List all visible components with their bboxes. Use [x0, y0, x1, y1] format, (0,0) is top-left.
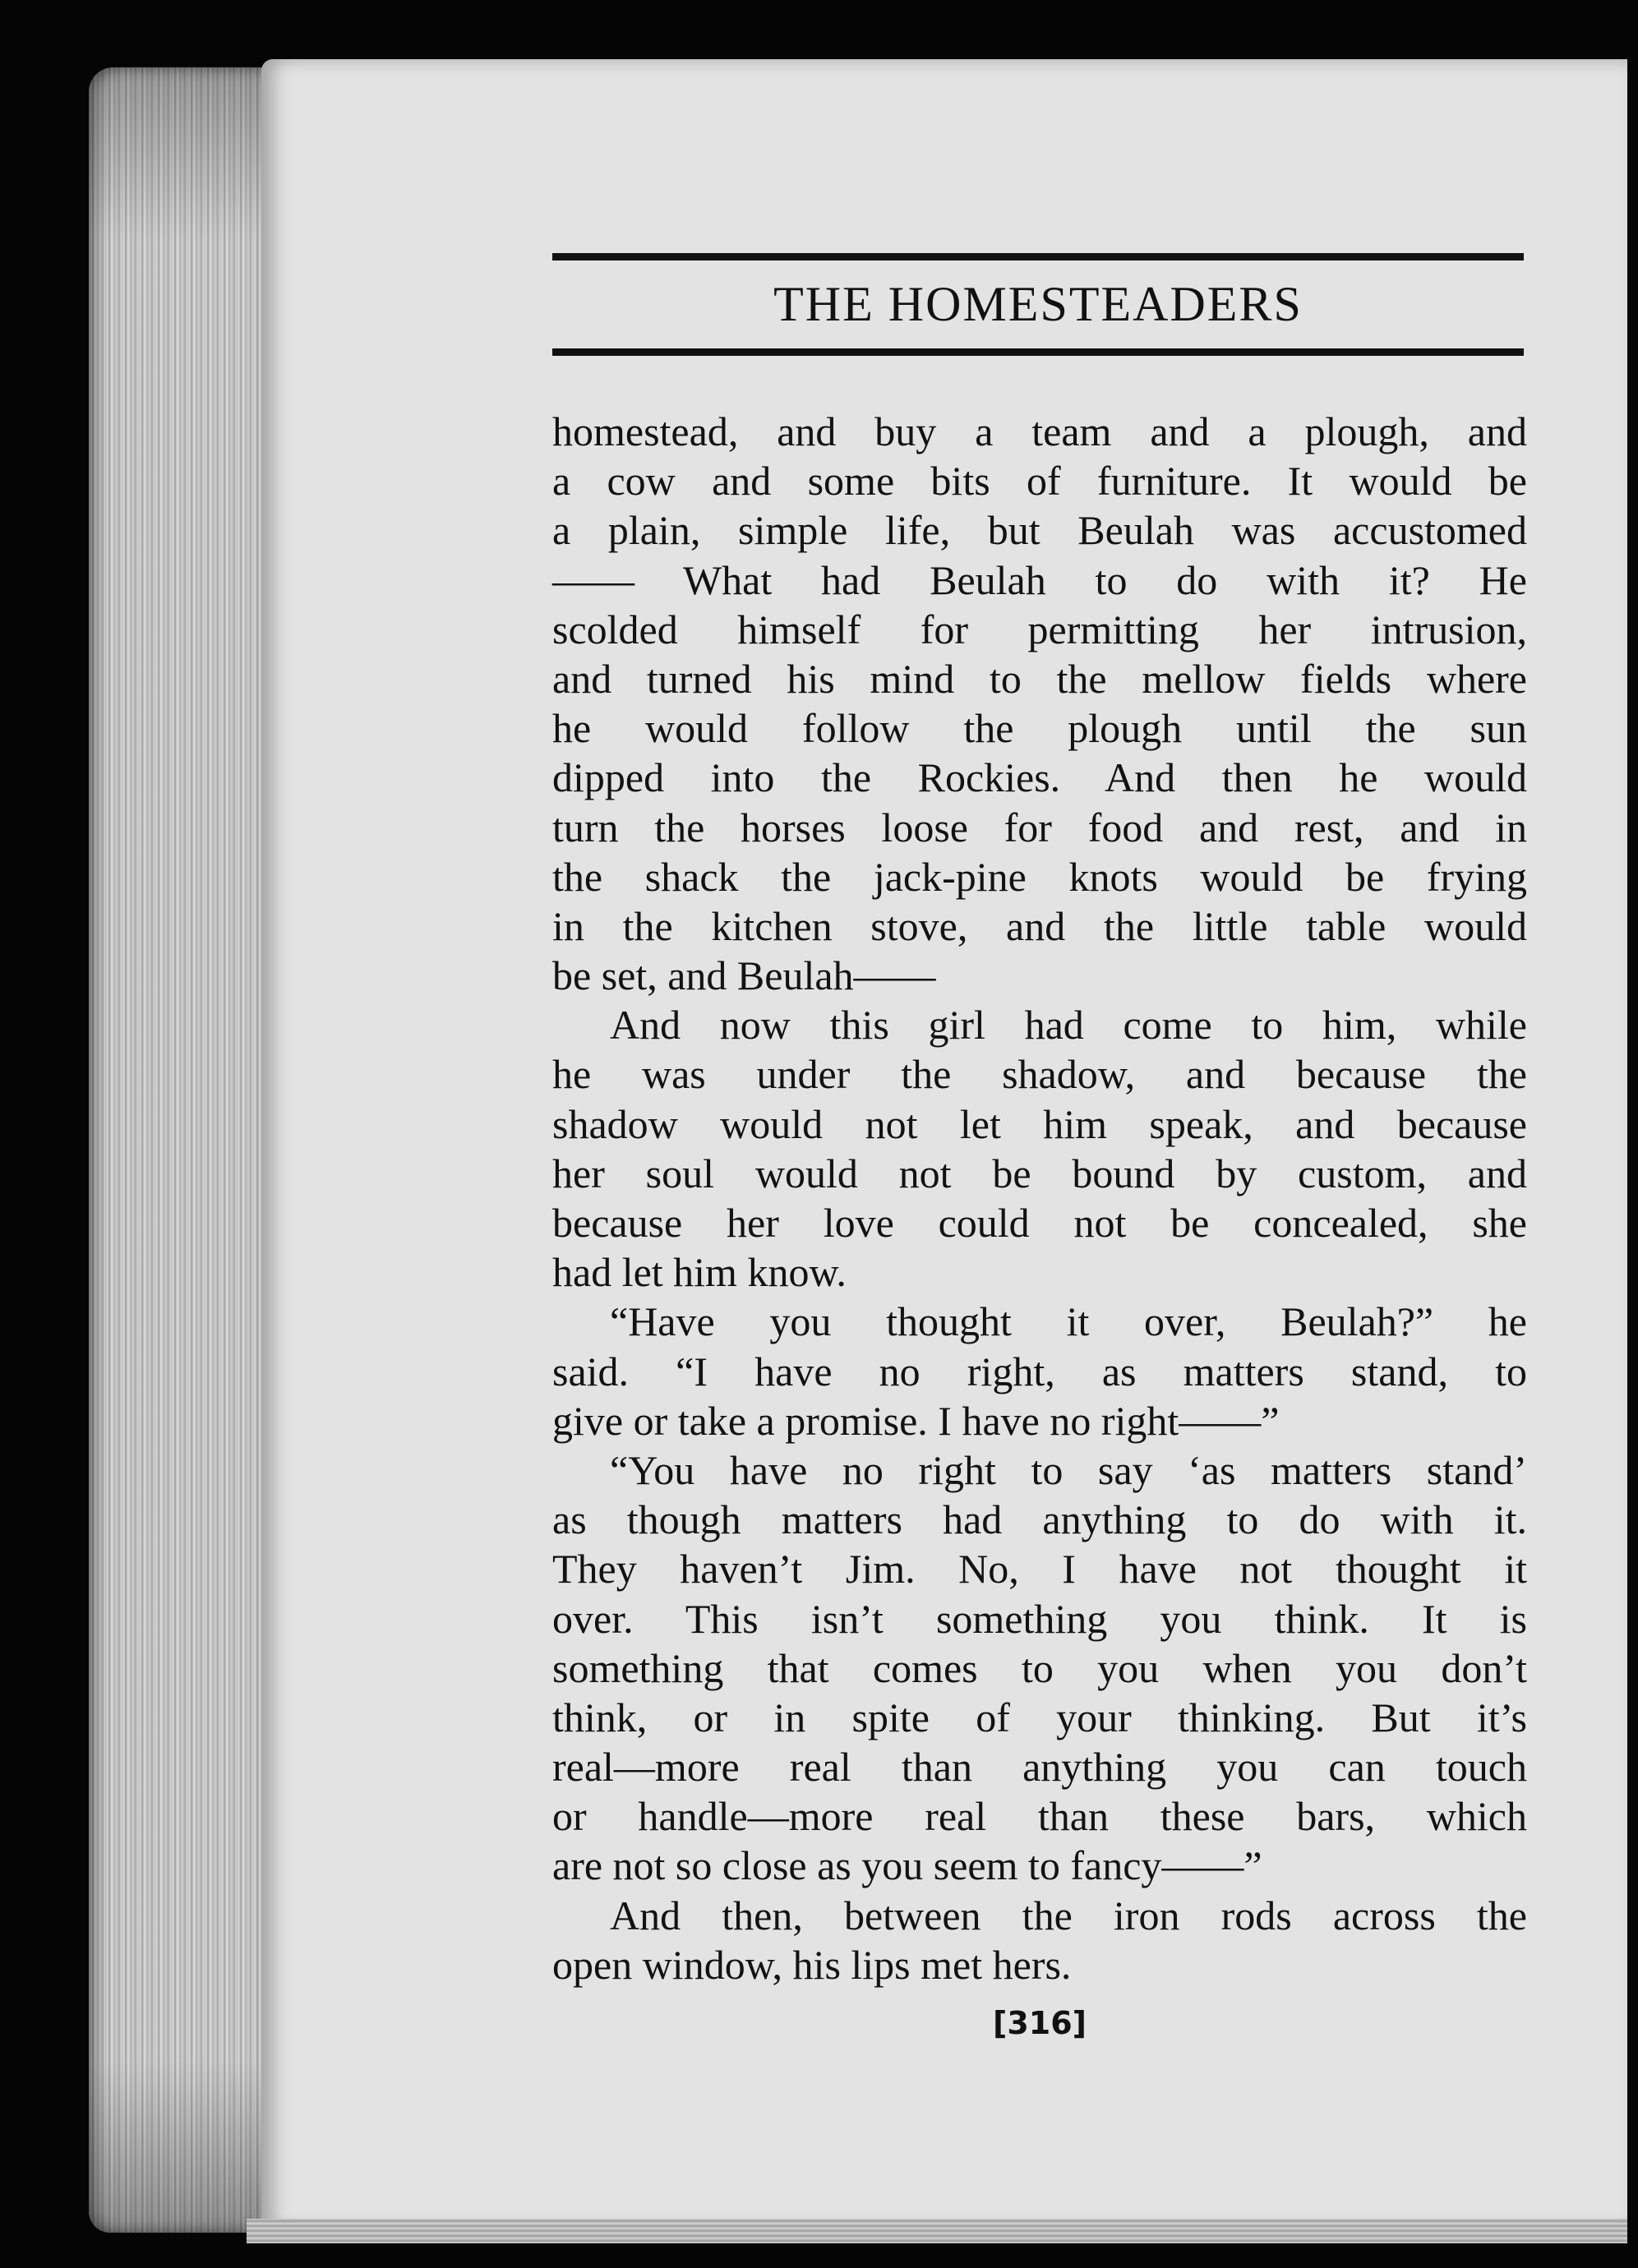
text-line: because her love could not be concealed, she: [552, 1200, 1527, 1246]
text-line: a plain, simple life, but Beulah was accustomed: [552, 507, 1527, 554]
text-line: said. “I have no right, as matters stand, to: [552, 1348, 1527, 1394]
text-line: he was under the shadow, and because the: [552, 1051, 1527, 1098]
text-line: or handle—more real than these bars, which: [552, 1793, 1527, 1840]
bottom-page-edges: [247, 2219, 1627, 2243]
text-line: dipped into the Rockies. And then he would: [552, 754, 1527, 801]
text-line: homestead, and buy a team and a plough, and: [552, 408, 1527, 454]
body-text: [552, 407, 1527, 1989]
text-line: turn the horses loose for food and rest, and in: [552, 804, 1527, 850]
text-line: open window, his lips met hers.: [552, 1941, 1072, 1988]
header-rule-top: [552, 253, 1524, 260]
text-line: over. This isn’t something you think. It is: [552, 1595, 1527, 1642]
running-head: THE HOMESTEADERS: [773, 277, 1303, 331]
text-line: And now this girl had come to him, while: [610, 1002, 1527, 1049]
text-line: he would follow the plough until the sun: [552, 705, 1527, 752]
text-line: think, or in spite of your thinking. But it’s: [552, 1694, 1527, 1740]
text-line: “You have no right to say ‘as matters stand’: [610, 1446, 1527, 1493]
text-line: the shack the jack-pine knots would be frying: [552, 853, 1527, 900]
text-line: shadow would not let him speak, and because: [552, 1100, 1527, 1147]
text-line: had let him know.: [552, 1249, 847, 1296]
header-rule-bottom: [552, 348, 1524, 356]
text-line: in the kitchen stove, and the little table would: [552, 902, 1527, 949]
text-line: as though matters had anything to do with it.: [552, 1496, 1527, 1543]
text-line: and turned his mind to the mellow fields where: [552, 655, 1527, 702]
page-number: [316]: [992, 2005, 1087, 2041]
text-line: They haven’t Jim. No, I have not thought it: [552, 1546, 1527, 1593]
text-line: scolded himself for permitting her intrusion,: [552, 606, 1527, 652]
text-line: a cow and some bits of furniture. It would be: [552, 458, 1527, 505]
page-edges: [89, 67, 265, 2233]
text-line: be set, and Beulah——: [552, 952, 936, 999]
text-line: And then, between the iron rods across the: [610, 1892, 1527, 1938]
text-line: —— What had Beulah to do with it? He: [552, 556, 1527, 603]
text-line: something that comes to you when you don’t: [552, 1644, 1527, 1691]
text-line: her soul would not be bound by custom, and: [552, 1150, 1527, 1196]
text-line: “Have you thought it over, Beulah?” he: [610, 1298, 1527, 1345]
text-line: give or take a promise. I have no right——”: [552, 1397, 1280, 1444]
text-line: are not so close as you seem to fancy——”: [552, 1842, 1262, 1889]
text-line: real—more real than anything you can touch: [552, 1744, 1527, 1791]
